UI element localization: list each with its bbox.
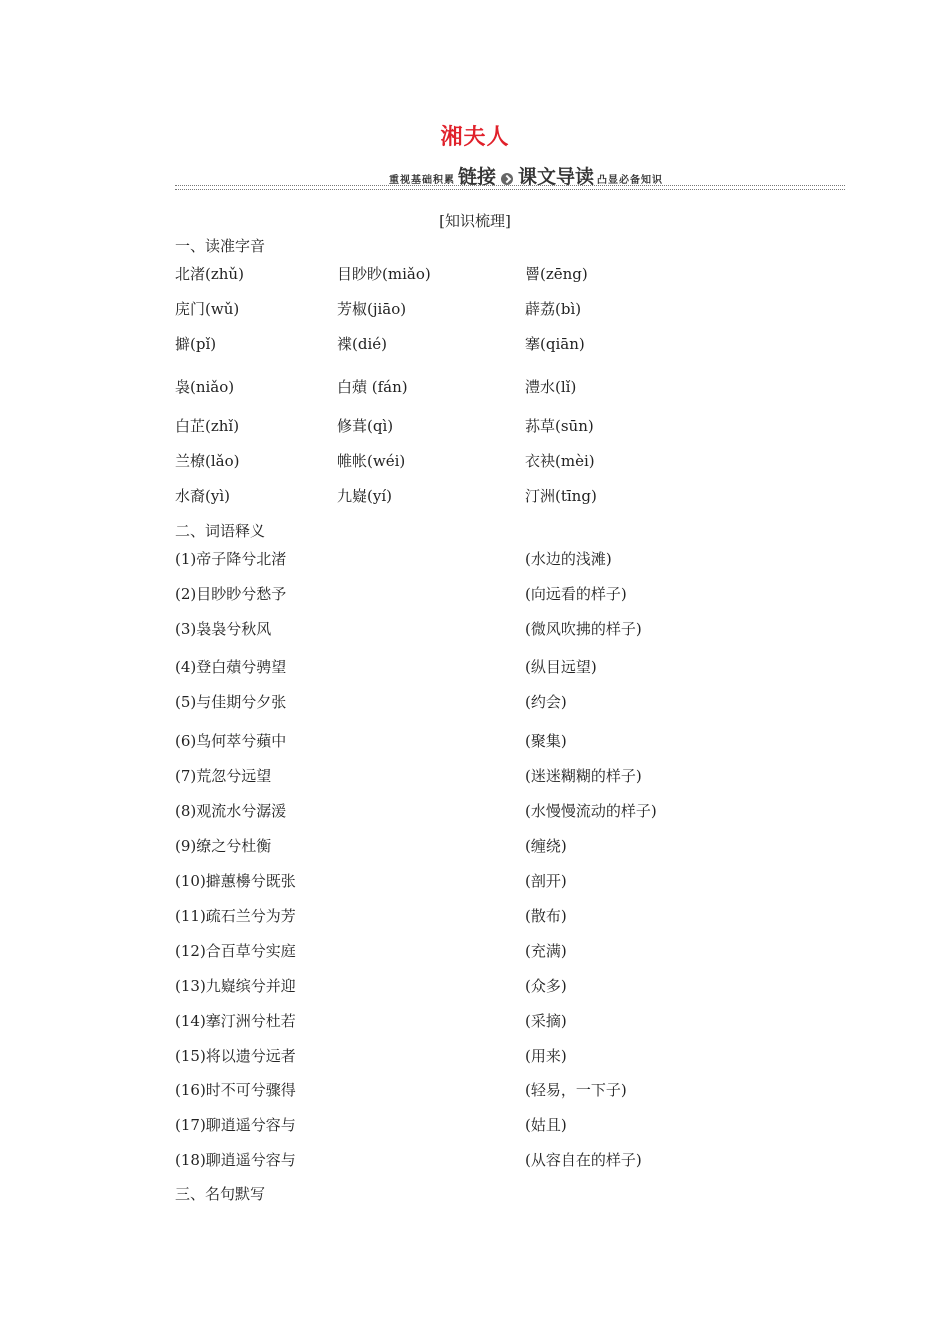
pinyin-row [175, 415, 775, 441]
pinyin-cell: 擗(pǐ) [175, 335, 217, 353]
vocab-meaning: (向远看的样子) [525, 585, 627, 603]
vocab-term: (10)擗蕙櫋兮既张 [175, 872, 296, 890]
part2-heading: 二、词语释义 [175, 522, 266, 540]
vocab-term: (12)合百草兮实庭 [175, 942, 296, 960]
vocab-meaning: (姑且) [525, 1116, 567, 1134]
vocab-meaning: (剖开) [525, 872, 567, 890]
vocab-term: (14)搴汀洲兮杜若 [175, 1012, 296, 1030]
vocab-term: (8)观流水兮潺湲 [175, 802, 287, 820]
part1-heading: 一、读准字音 [175, 237, 266, 255]
vocab-meaning: (水慢慢流动的样子) [525, 802, 657, 820]
arrow-right-icon [501, 173, 513, 185]
pinyin-cell: 芳椒(jiāo) [337, 300, 407, 318]
vocab-meaning: (采摘) [525, 1012, 567, 1030]
pinyin-cell: 水裔(yì) [175, 487, 230, 505]
pinyin-cell: 白芷(zhǐ) [175, 417, 240, 435]
pinyin-cell: 帷帐(wéi) [337, 452, 406, 470]
pinyin-row [175, 298, 775, 324]
banner-right-big: 课文导读 [517, 166, 594, 188]
pinyin-row [175, 263, 775, 289]
pinyin-cell: 澧水(lǐ) [525, 378, 577, 396]
banner-left-big: 链接 [457, 166, 496, 188]
vocab-meaning: (从容自在的样子) [525, 1151, 642, 1169]
vocab-term: (17)聊逍遥兮容与 [175, 1116, 296, 1134]
banner-divider [175, 185, 845, 190]
vocab-term: (2)目眇眇兮愁予 [175, 585, 287, 603]
pinyin-cell: 庑门(wǔ) [175, 300, 240, 318]
banner-left-small: 重视基础积累 [388, 175, 455, 186]
vocab-meaning: (微风吹拂的样子) [525, 620, 642, 638]
vocab-meaning: (众多) [525, 977, 567, 995]
vocab-term: (3)袅袅兮秋风 [175, 620, 272, 638]
vocab-term: (7)荒忽兮远望 [175, 767, 272, 785]
pinyin-row [175, 450, 775, 476]
pinyin-cell: 罾(zēng) [525, 265, 588, 283]
vocab-meaning: (用来) [525, 1047, 567, 1065]
pinyin-row [175, 376, 775, 402]
banner-right-small: 凸显必备知识 [597, 175, 663, 186]
vocab-term: (5)与佳期兮夕张 [175, 693, 287, 711]
vocab-term: (1)帝子降兮北渚 [175, 550, 287, 568]
pinyin-cell: 汀洲(tīng) [525, 487, 597, 505]
vocab-term: (6)鸟何萃兮蘋中 [175, 732, 287, 750]
vocab-term: (4)登白薠兮骋望 [175, 658, 287, 676]
pinyin-cell: 北渚(zhǔ) [175, 265, 244, 283]
vocab-meaning: (缠绕) [525, 837, 567, 855]
part3-heading: 三、名句默写 [175, 1185, 266, 1203]
vocab-term: (9)缭之兮杜衡 [175, 837, 272, 855]
vocab-term: (11)疏石兰兮为芳 [175, 907, 296, 925]
vocab-term: (15)将以遗兮远者 [175, 1047, 296, 1065]
pinyin-row [175, 485, 775, 511]
vocab-meaning: (水边的浅滩) [525, 550, 612, 568]
vocab-meaning: (纵目远望) [525, 658, 597, 676]
vocab-meaning: (轻易，一下子) [525, 1081, 627, 1099]
vocab-meaning: (聚集) [525, 732, 567, 750]
section-banner [175, 160, 845, 188]
pinyin-cell: 袅(niǎo) [175, 378, 235, 396]
pinyin-cell: 荪草(sūn) [525, 417, 594, 435]
page-title: 湘夫人 [440, 125, 510, 150]
vocab-meaning: (充满) [525, 942, 567, 960]
pinyin-cell: 搴(qiān) [525, 335, 585, 353]
pinyin-cell: 褋(dié) [337, 335, 387, 353]
vocab-meaning: (约会) [525, 693, 567, 711]
vocab-term: (16)时不可兮骤得 [175, 1081, 296, 1099]
pinyin-row [175, 333, 775, 359]
vocab-meaning: (散布) [525, 907, 567, 925]
vocab-term: (13)九嶷缤兮并迎 [175, 977, 296, 995]
pinyin-cell: 衣袂(mèi) [525, 452, 595, 470]
vocab-meaning: (迷迷糊糊的样子) [525, 767, 642, 785]
pinyin-cell: 修葺(qì) [337, 417, 394, 435]
pinyin-cell: 目眇眇(miǎo) [337, 265, 431, 283]
pinyin-cell: 薜荔(bì) [525, 300, 582, 318]
pinyin-cell: 白薠 (fán) [337, 378, 408, 396]
section-title: [知识梳理] [439, 212, 511, 230]
pinyin-cell: 九嶷(yí) [337, 487, 392, 505]
vocab-term: (18)聊逍遥兮容与 [175, 1151, 296, 1169]
pinyin-cell: 兰橑(lǎo) [175, 452, 240, 470]
